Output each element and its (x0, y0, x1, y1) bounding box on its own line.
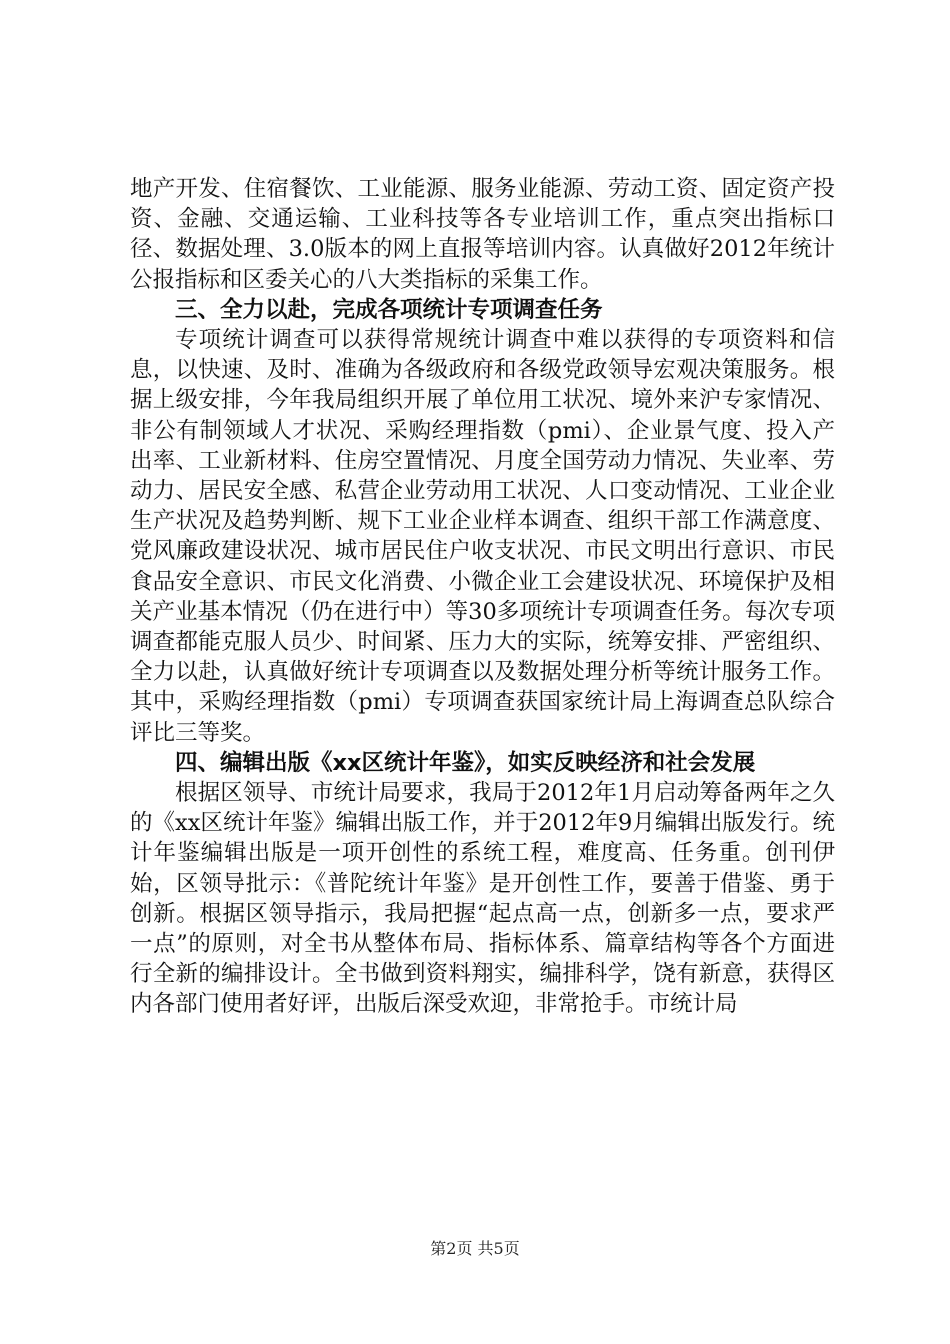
section-heading-3: 三、全力以赴，完成各项统计专项调查任务 (175, 296, 603, 323)
section-heading-4: 四、编辑出版《xx区统计年鉴》，如实反映经济和社会发展 (175, 749, 756, 776)
paragraph-section-3: 专项统计调查可以获得常规统计调查中难以获得的专项资料和信息，以快速、及时、准确为各级政府和各级党政领导宏观决策服务。根据上级安排，今年我局组织开展了单位用工状况、境外来沪专家情况、非公有制领域人才状况、采购经理指数（pmi）、企业景气度、投入产出率、工业新材料、住房空置情况、月度全国劳动力情况、失业率、劳动力、居民安全感、私营企业劳动用工状况、人口变动情况、工业企业生产状况及趋势判断、规下工业企业样本调查、组织干部工作满意度、党风廉政建设状况、城市居民住户收支状况、市民文明出行意识、市民食品安全意识、市民文化消费、小微企业工会建设状况、环境保护及相关产业基本情况（仍在进行中）等30多项统计专项调查任务。每次专项调查都能克服人员少、时间紧、压力大的实际，统筹安排、严密组织、全力以赴，认真做好统计专项调查以及数据处理分析等统计服务工作。其中，采购经理指数（pmi）专项调查获国家统计局上海调查总队综合评比三等奖。 (130, 327, 835, 746)
document-body (130, 174, 835, 1020)
paragraph-section-4: 根据区领导、市统计局要求，我局于2012年1月启动筹备两年之久的《xx区统计年鉴》编辑出版工作，并于2012年9月编辑出版发行。统计年鉴编辑出版是一项开创性的系统工程，难度高、任务重。创刊伊始，区领导批示：《普陀统计年鉴》是开创性工作，要善于借鉴、勇于创新。根据区领导指示，我局把握“起点高一点，创新多一点，要求严一点”的原则，对全书从整体布局、指标体系、篇章结构等各个方面进行全新的编排设计。全书做到资料翔实，编排科学，饶有新意，获得区内各部门使用者好评，出版后深受欢迎，非常抢手。市统计局 (130, 780, 835, 1018)
paragraph-intro: 地产开发、住宿餐饮、工业能源、服务业能源、劳动工资、固定资产投资、金融、交通运输、工业科技等各专业培训工作，重点突出指标口径、数据处理、3.0版本的网上直报等培训内容。认真做好2012年统计公报指标和区委关心的八大类指标的采集工作。 (130, 176, 835, 293)
page-number-footer: 第2页 共5页 (430, 1239, 520, 1258)
